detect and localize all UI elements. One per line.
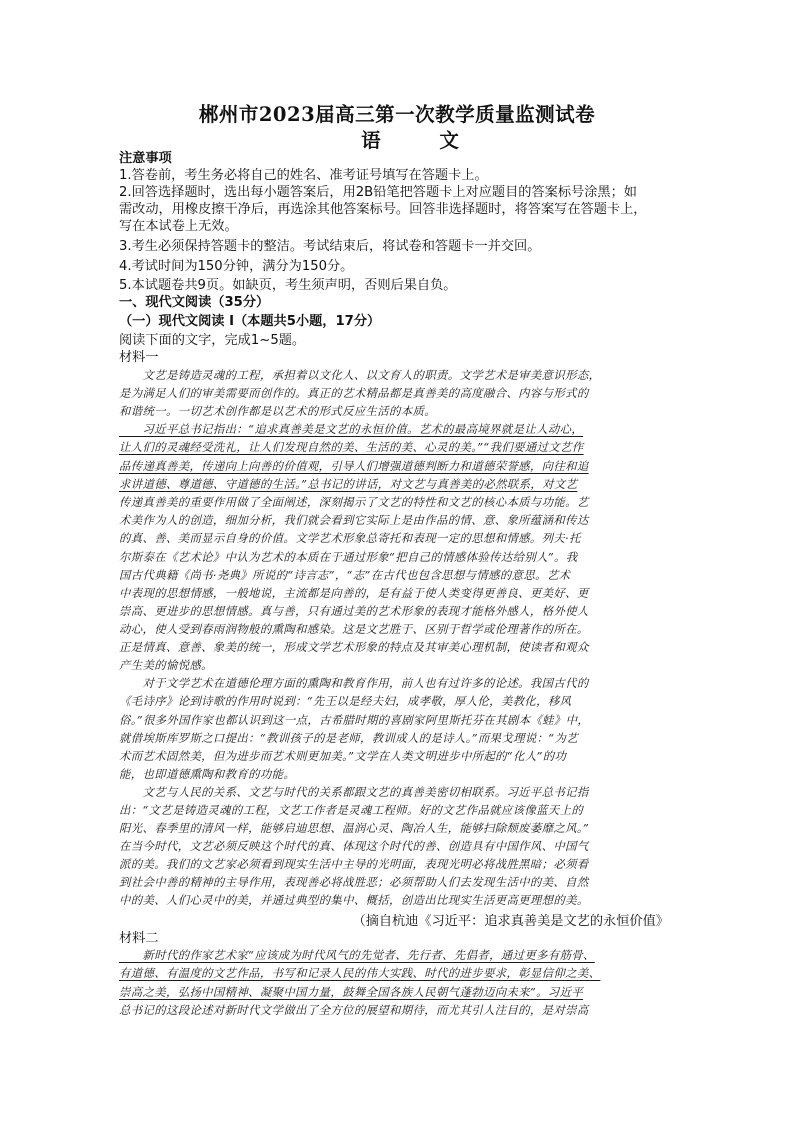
material-1-line: 让人们的灵魂经受洗礼，让人们发现自然的美、生活的美、心灵的美。”“我们要通过文艺作 <box>119 440 584 454</box>
notice-line: 3.考生必须保持答题卡的整洁。考试结束后，将试卷和答题卡一并交回。 <box>119 239 541 254</box>
material-1-line: 国古代典籍《尚书·尧典》所说的“诗言志”，“志”在古代也包含思想与情感的意思。艺术 <box>119 568 571 582</box>
material-1-line: 在当今时代，文艺必须反映这个时代的真、体现这个时代的善、创造具有中国作风、中国气 <box>119 839 589 853</box>
source-citation: （摘自杭迪《习近平：追求真善美是文艺的永恒价值》 <box>352 914 669 929</box>
notice-line: 写在本试卷上无效。 <box>119 219 238 234</box>
material-1-line: 到社会中善的精神的主导作用，表现善必将战胜恶；必须帮助人们去发现生活中的美、自然 <box>119 875 589 889</box>
material-1-line: 是为满足人们的审美需要而创作的。真正的艺术精品都是真善美的高度融合、内容与形式的 <box>119 386 589 400</box>
notice-line: 2.回答选择题时，选出每小题答案后，用2B铅笔把答题卡上对应题目的答案标号涂黑；如 <box>119 185 637 200</box>
material-1-line: 阳光、春季里的清风一样，能够启迪思想、温润心灵、陶冶人生，能够扫除颓废萎靡之风。” <box>119 821 590 835</box>
material-1-label: 材料一 <box>119 350 159 365</box>
material-1-line: 俗。”很多外国作家也都认识到这一点，古希腊时期的喜剧家阿里斯托芬在其剧本《蛙》中， <box>119 713 590 727</box>
notice-line: 1.答卷前，考生务必将自己的姓名、准考证号填写在答题卡上。 <box>119 168 488 183</box>
material-1-line: 崇高、更进步的思想情感。真与善，只有通过美的艺术形象的表现才能格外感人，格外使人 <box>119 604 589 618</box>
exam-title: 郴州市2023届高三第一次教学质量监测试卷 <box>198 103 596 126</box>
subsection-title: （一）现代文阅读 I（本题共5小题，17分） <box>119 314 381 329</box>
notice-line: 5.本试题卷共9页。如缺页，考生须声明，否则后果自负。 <box>119 278 457 293</box>
material-1-line: 传递真善美的重要作用做了全面阐述，深刻揭示了文艺的特性和文艺的核心本质与功能。艺 <box>119 495 589 509</box>
material-2-line: 崇高之美，弘扬中国精神、凝聚中国力量，鼓舞全国各族人民朝气蓬勃迈向未来”。习近平 <box>119 985 584 999</box>
material-1-line: 《毛诗序》论到诗歌的作用时说到：“先王以是经夫妇，成孝敬，厚人伦，美教化，移风 <box>119 694 572 708</box>
material-1-line: 对于文学艺术在道德伦理方面的熏陶和教育作用，前人也有过许多的论述。我国古代的 <box>119 676 589 690</box>
notice-line: 需改动，用橡皮擦干净后，再选涂其他答案标号。回答非选择题时，将答案写在答题卡上， <box>119 202 647 217</box>
subject-title: 语 文 <box>361 129 485 152</box>
material-2-label: 材料二 <box>119 931 159 946</box>
section-title: 一、现代文阅读（35分） <box>119 295 270 310</box>
material-1-line: 就借埃斯库罗斯之口提出：“教训孩子的是老师，教训成人的是诗人。”而果戈理说：“为艺 <box>119 731 578 745</box>
material-1-line: 品传递真善美，传递向上向善的价值观，引导人们增强道德判断力和道德荣誉感，向往和追 <box>119 459 589 473</box>
material-1-line: 出：“文艺是铸造灵魂的工程，文艺工作者是灵魂工程师。好的文艺作品就应该像蓝天上的 <box>119 803 584 817</box>
material-2-line: 新时代的作家艺术家“应该成为时代风气的先觉者、先行者、先倡者，通过更多有筋骨、 <box>119 948 595 962</box>
material-2-line: 有道德、有温度的文艺作品，书写和记录人民的伟大实践、时代的进步要求，彰显信仰之美、 <box>119 966 601 980</box>
material-2-line: 总书记的这段论述对新时代文学做出了全方位的展望和期待，而尤其引人注目的，是对崇高 <box>119 1003 589 1017</box>
material-1-line: 术而艺术固然美，但为进步而艺术则更加美。”文学在人类文明进步中所起的“化人”的功 <box>119 749 567 763</box>
notice-heading: 注意事项 <box>119 151 172 166</box>
material-1-line: 派的美。我们的文艺家必须看到现实生活中主导的光明面，表现光明必将战胜黑暗；必须看 <box>119 857 589 871</box>
material-1-line: 文艺与人民的关系、文艺与时代的关系都跟文艺的真善美密切相联系。习近平总书记指 <box>119 785 589 799</box>
material-1-line: 求讲道德、尊道德、守道德的生活。”总书记的讲话，对文艺与真善美的必然联系，对文艺 <box>119 477 578 491</box>
material-1-line: 能，也即道德熏陶和教育的功能。 <box>119 767 296 781</box>
material-1-line: 文艺是铸造灵魂的工程，承担着以文化人、以文育人的职责。文学艺术是审美意识形态， <box>119 368 601 382</box>
instruction: 阅读下面的文字，完成1~5题。 <box>119 333 306 348</box>
material-1-line: 和谐统一。一切艺术创作都是以艺术的形式反应生活的本质。 <box>119 404 436 418</box>
notice-line: 4.考试时间为150分钟，满分为150分。 <box>119 259 354 274</box>
material-1-line: 中表现的思想情感，一般地说，主流都是向善的，是有益于使人类变得更善良、更美好、更 <box>119 586 589 600</box>
material-1-line: 动心，使人受到春雨润物般的熏陶和感染。这是文艺胜于、区别于哲学或伦理著作的所在。 <box>119 622 589 636</box>
material-1-line: 的真、善、美而显示自身的价值。文学艺术形象总寄托和表现一定的思想和情感。列夫·托 <box>119 531 581 545</box>
material-1-line: 正是情真、意善、象美的统一，形成文学艺术形象的特点及其审美心理机制，使读者和观众 <box>119 640 589 654</box>
material-1-line: 习近平总书记指出：“追求真善美是文艺的永恒价值。艺术的最高境界就是让人动心， <box>119 422 584 436</box>
material-1-line: 产生美的愉悦感。 <box>119 658 213 672</box>
material-1-line: 中的美、人们心灵中的美，并通过典型的集中、概括，创造出比现实生活更高更理想的美。 <box>119 893 589 907</box>
material-1-line: 尔斯泰在《艺术论》中认为艺术的本质在于通过形象“把自己的情感体验传达给别人”。我 <box>119 550 578 564</box>
material-1-line: 术美作为人的创造，细加分析，我们就会看到它实际上是由作品的情、意、象所蕴涵和传达 <box>119 513 589 527</box>
